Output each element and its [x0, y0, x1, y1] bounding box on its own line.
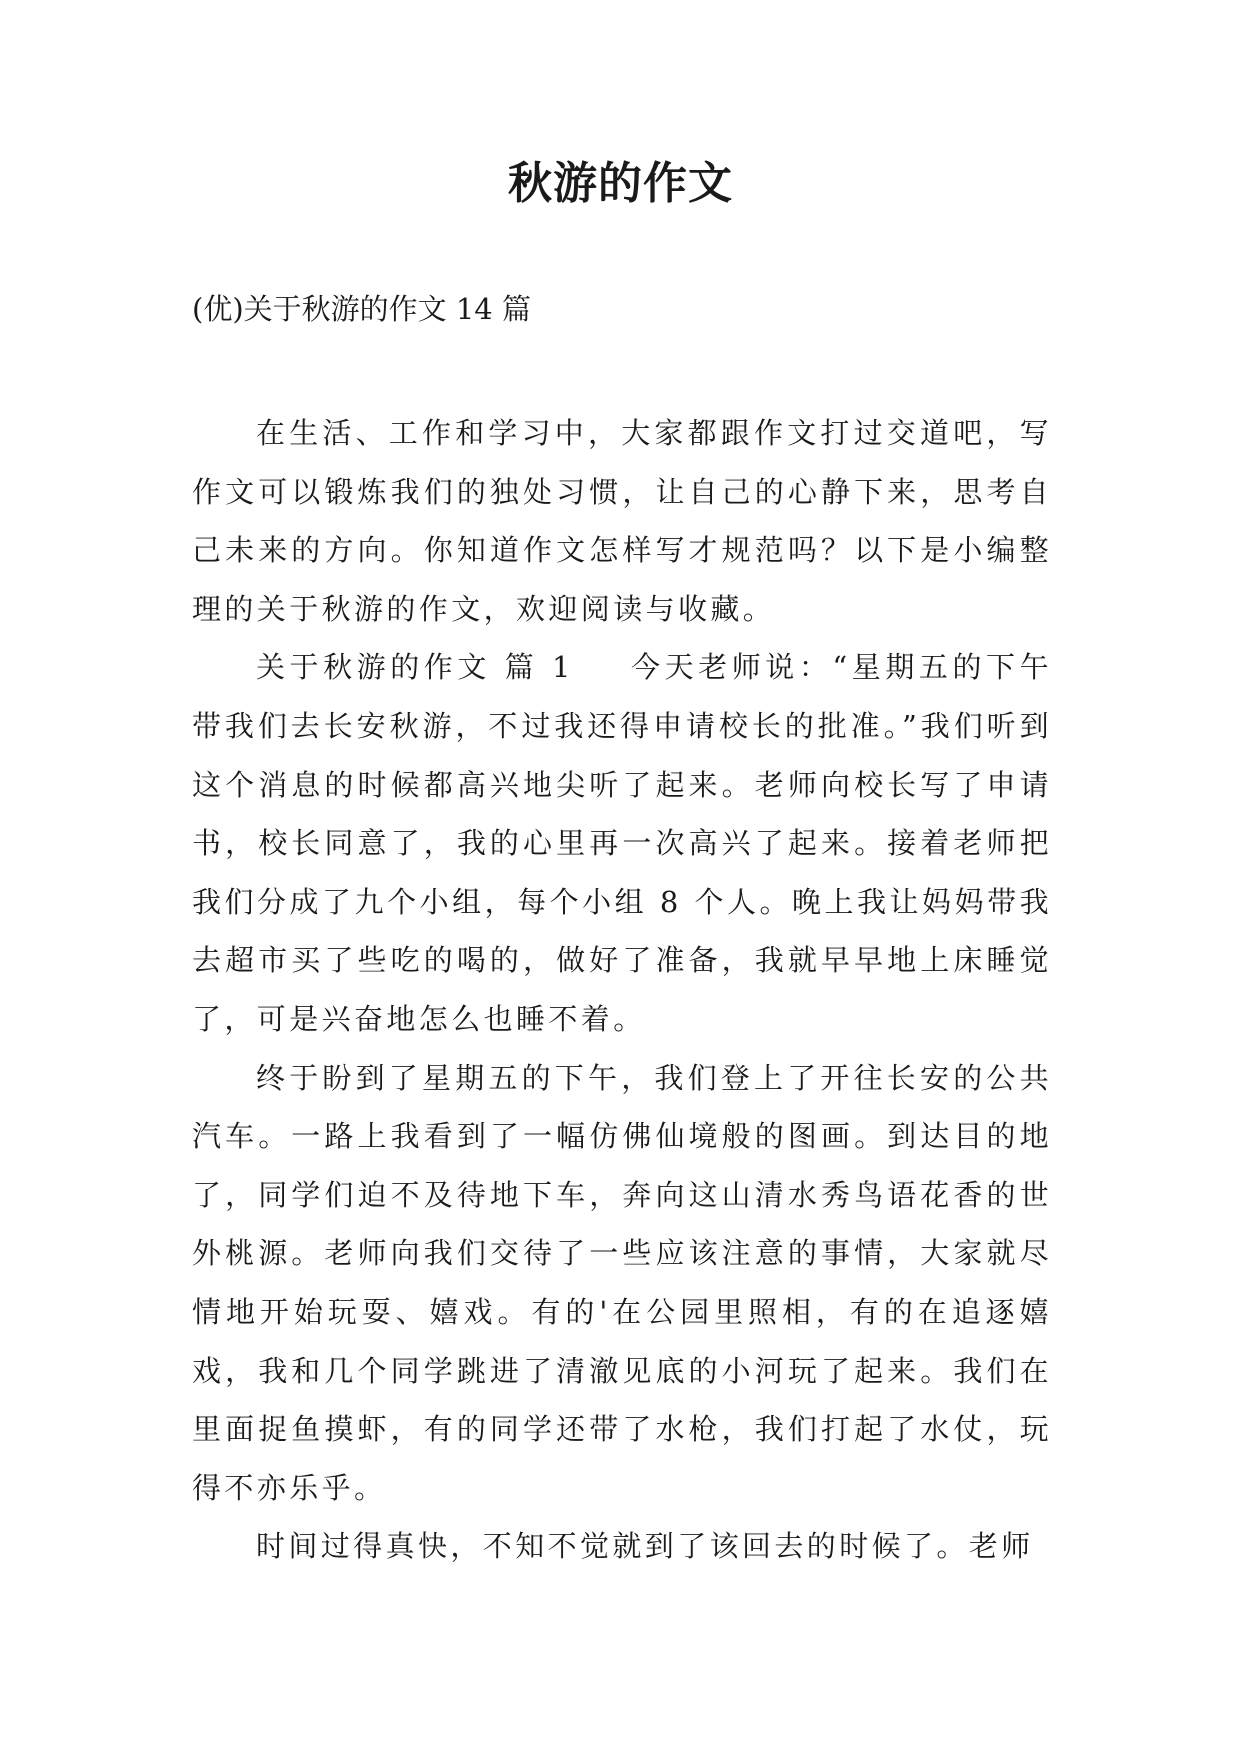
- section-1-paragraph: [192, 638, 1052, 1048]
- section-heading: 关于秋游的作文 篇 1: [256, 650, 574, 685]
- document-body: [192, 404, 1052, 1576]
- document-title: 秋游的作文: [508, 158, 733, 209]
- paragraph-3: 时间过得真快，不知不觉就到了该回去的时候了。老师: [256, 1529, 1034, 1564]
- intro-paragraph: 在生活、工作和学习中，大家都跟作文打过交道吧，写作文可以锻炼我们的独处习惯，让自己的心静下来，思考自己未来的方向。你知道作文怎样写才规范吗？以下是小编整理的关于秋游的作文，欢迎阅读与收藏。: [192, 416, 1052, 626]
- document-subtitle: (优)关于秋游的作文 14 篇: [192, 292, 531, 326]
- paragraph-2: 终于盼到了星期五的下午，我们登上了开往长安的公共汽车。一路上我看到了一幅仿佛仙境般的图画。到达目的地了，同学们迫不及待地下车，奔向这山清水秀鸟语花香的世外桃源。老师向我们交待了一些应该注意的事情，大家就尽情地开始玩耍、嬉戏。有的'在公园里照相，有的在追逐嬉戏，我和几个同学跳进了清澈见底的小河玩了起来。我们在里面捉鱼摸虾，有的同学还带了水枪，我们打起了水仗，玩得不亦乐乎。: [192, 1060, 1052, 1505]
- section-1-text: 今天老师说：“星期五的下午带我们去长安秋游，不过我还得申请校长的批准。”我们听到这个消息的时候都高兴地尖听了起来。老师向校长写了申请书，校长同意了，我的心里再一次高兴了起来。接着老师把我们分成了九个小组，每个小组 8 个人。晚上我让妈妈带我去超市买了些吃的喝的，做好了准备，我就早早地上床睡觉了，可是兴奋地怎么也睡不着。: [192, 650, 1052, 1036]
